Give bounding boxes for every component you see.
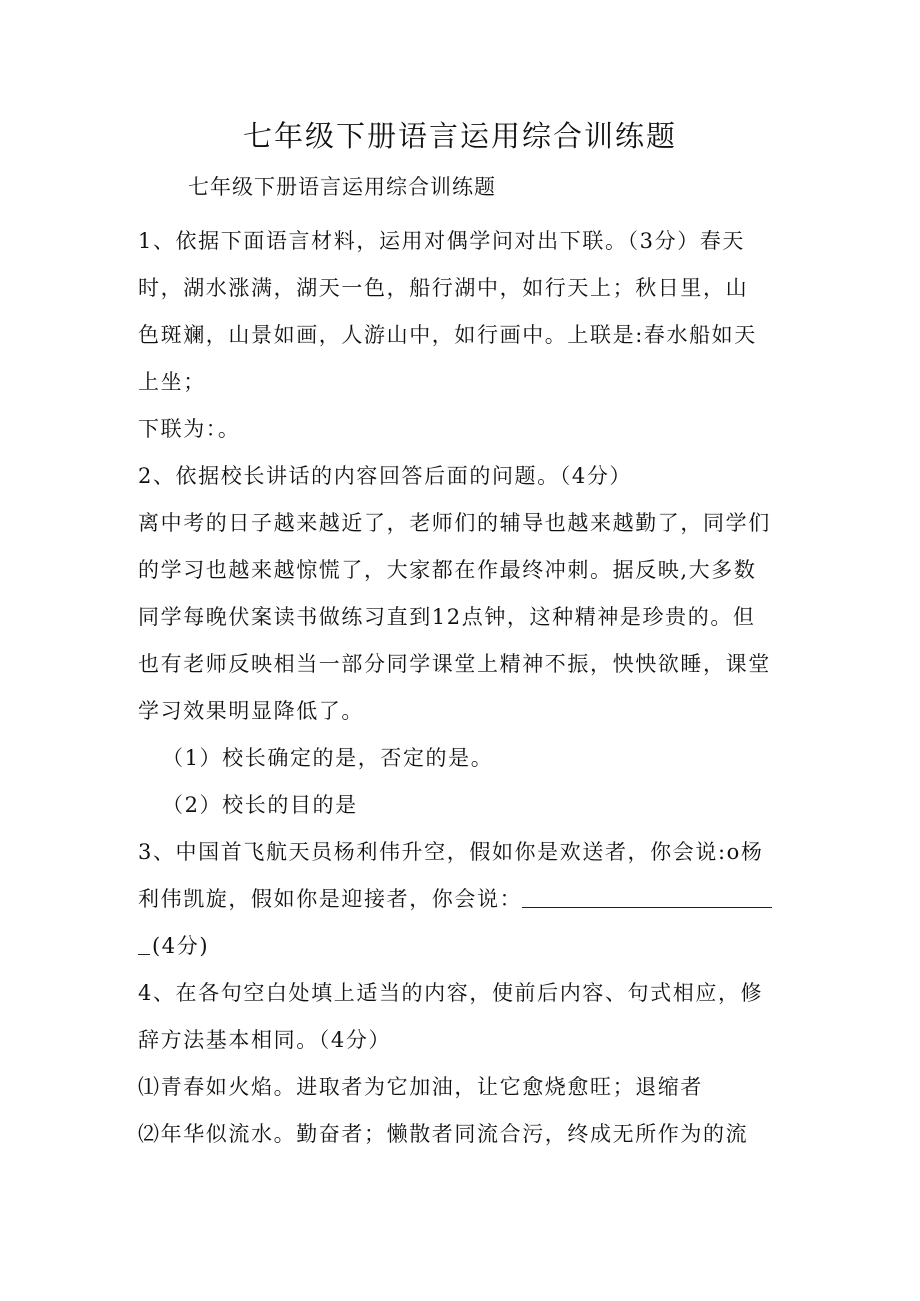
q2-sub-2: （2）校长的目的是 <box>162 793 358 817</box>
answer-blank <box>522 885 772 908</box>
document-subtitle: 七年级下册语言运用综合训练题 <box>188 175 496 199</box>
document-title: 七年级下册语言运用综合训练题 <box>242 119 677 153</box>
q4-sub-1: ⑴青春如火焰。进取者为它加油，让它愈烧愈旺；退缩者 <box>138 1075 703 1099</box>
q1-line-1: 1、依据下面语言材料，运用对偶学问对出下联。（3分）春天 <box>138 229 746 253</box>
q4-line-1: 4、在各句空白处填上适当的内容，使前后内容、句式相应，修 <box>138 981 764 1005</box>
q1-line-5: 下联为：。 <box>138 417 241 441</box>
q1-line-4: 上坐； <box>138 370 206 394</box>
q2-line-2: 离中考的日子越来越近了，老师们的辅导也越来越勤了，同学们 <box>138 511 771 535</box>
document-body <box>138 218 788 1158</box>
q2-line-6: 学习效果明显降低了。 <box>138 699 364 723</box>
q1-line-3: 色斑斓，山景如画，人游山中，如行画中。上联是:春水船如天 <box>138 323 757 347</box>
q3-score: (4分) <box>152 934 210 958</box>
q3-line-2 <box>138 876 788 923</box>
q2-sub-1: （1）校长确定的是，否定的是。 <box>162 746 494 770</box>
q4-line-2: 辞方法基本相同。（4分） <box>138 1028 392 1052</box>
q2-line-5: 也有老师反映相当一部分同学课堂上精神不振，怏怏欲睡，课堂 <box>138 652 771 676</box>
answer-blank-continued <box>138 932 150 955</box>
q3-line-1: 3、中国首飞航天员杨利伟升空，假如你是欢送者，你会说:o杨 <box>138 840 764 864</box>
q3-line-2-text: 利伟凯旋，假如你是迎接者，你会说： <box>138 887 523 911</box>
q3-line-3 <box>138 923 788 970</box>
q2-line-4: 同学每晚伏案读书做练习直到12点钟，这种精神是珍贵的。但 <box>138 605 756 629</box>
q1-line-2: 时，湖水涨满，湖天一色，船行湖中，如行天上；秋日里，山 <box>138 276 749 300</box>
q2-line-1: 2、依据校长讲话的内容回答后面的问题。（4分） <box>138 464 633 488</box>
q2-line-3: 的学习也越来越惊慌了，大家都在作最终冲刺。据反映,大多数 <box>138 558 757 582</box>
q4-sub-2: ⑵年华似流水。勤奋者；懒散者同流合污，终成无所作为的流 <box>138 1122 749 1146</box>
